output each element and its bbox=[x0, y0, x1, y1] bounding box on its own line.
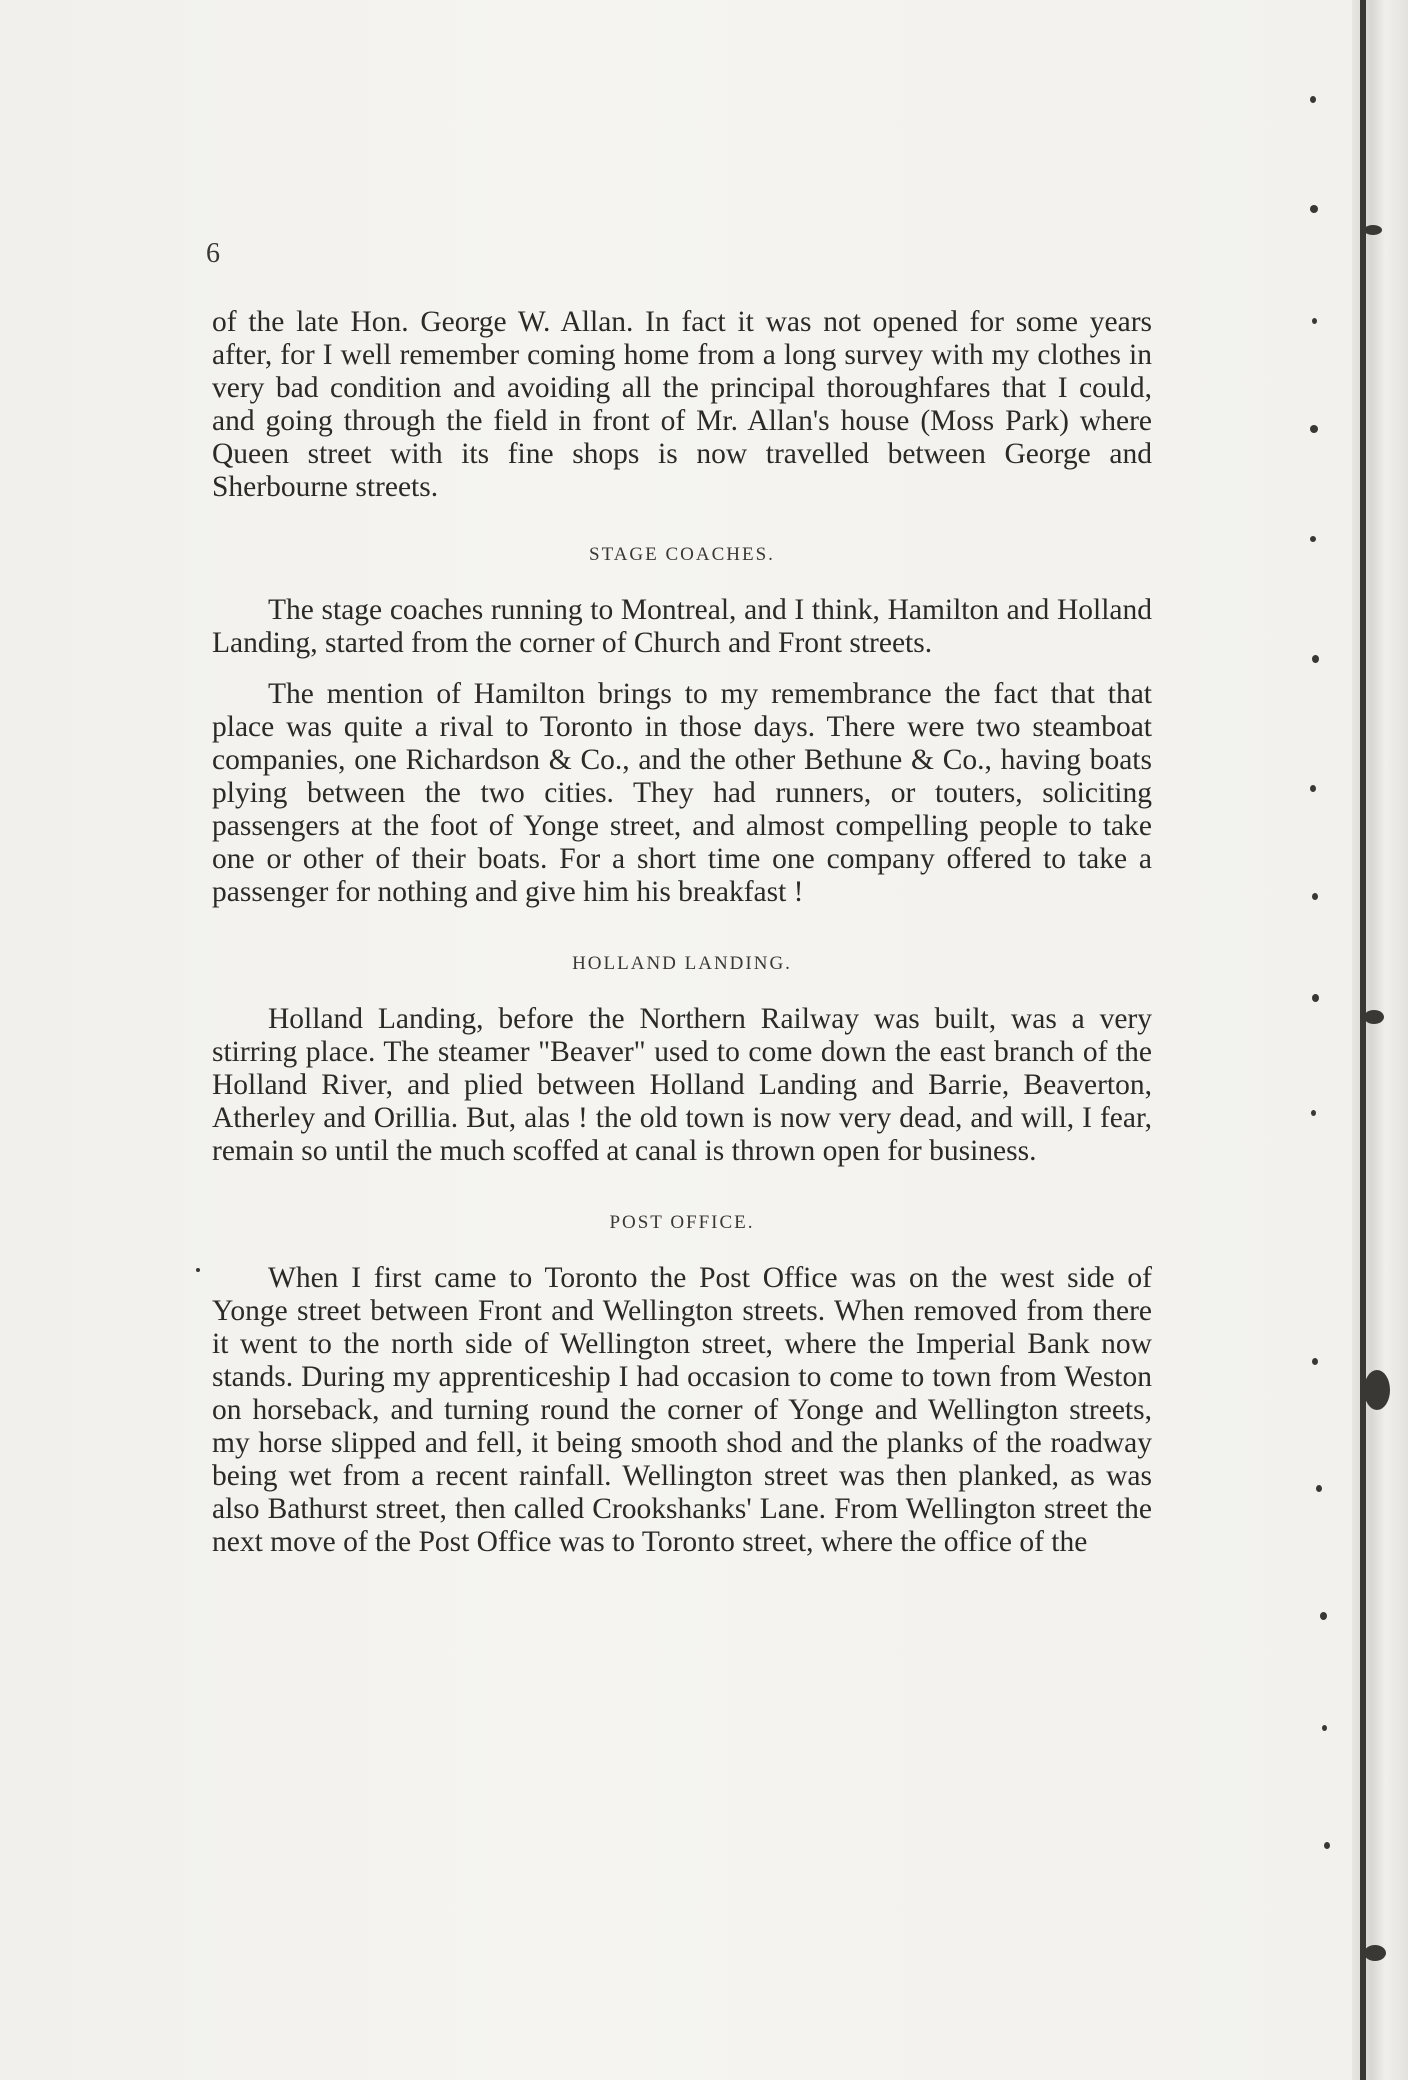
paragraph: When I first came to Toronto the Post Office was on the west side of Yonge street between Front and Wellington streets. When removed from there it went to the north side of Wellington street, where the Imperial Bank now stands. During my apprenticeship I had occasion to come to town from Weston on horseback, and turning round the corner of Yonge and Wellington streets, my horse slipped and fell, it being smooth shod and the planks of the roadway being wet from a recent rainfall. Wellington street was then planked, as was also Bathurst street, then called Crookshanks' Lane. From Wellington street the next move of the Post Office was to Toronto street, where the office of the bbox=[212, 1262, 1152, 1558]
ink-speck bbox=[1316, 1485, 1322, 1492]
ink-speck bbox=[1322, 1725, 1327, 1731]
ink-speck bbox=[1312, 994, 1319, 1002]
ink-speck bbox=[1364, 1010, 1384, 1024]
ink-speck bbox=[1310, 785, 1316, 792]
opening-paragraph: of the late Hon. George W. Allan. In fact it was not opened for some years after, for I well remember coming home from a long survey with my clothes in very bad condition and avoiding all the principal thoroughfares that I could, and going through the field in front of Mr. Allan's house (Moss Park) where Queen street with its fine shops is now travelled between George and Sherbourne streets. bbox=[212, 306, 1152, 503]
ink-speck bbox=[1320, 1612, 1327, 1620]
ink-speck bbox=[1310, 96, 1316, 103]
ink-speck bbox=[1310, 425, 1318, 433]
ink-speck bbox=[1324, 1842, 1330, 1849]
ink-speck bbox=[1311, 1110, 1316, 1116]
ink-speck bbox=[1312, 318, 1317, 324]
ink-speck bbox=[1310, 536, 1316, 542]
ink-speck bbox=[1364, 1945, 1386, 1961]
section-heading-holland-landing: HOLLAND LANDING. bbox=[572, 953, 792, 974]
ink-speck bbox=[1312, 893, 1318, 900]
section-heading-stage-coaches: STAGE COACHES. bbox=[589, 544, 775, 565]
page-text bbox=[212, 306, 1152, 1559]
ink-speck bbox=[1312, 655, 1319, 663]
ink-speck bbox=[1364, 225, 1382, 235]
ink-speck bbox=[1312, 1358, 1318, 1365]
ink-speck bbox=[196, 1268, 200, 1272]
paragraph: The stage coaches running to Montreal, and I think, Hamilton and Holland Landing, started from the corner of Church and Front streets. bbox=[212, 594, 1152, 659]
paragraph: Holland Landing, before the Northern Railway was built, was a very stirring place. The steamer "Beaver" used to come down the east branch of the Holland River, and plied between Holland Landing and Barrie, Beaverton, Atherley and Orillia. But, alas ! the old town is now very dead, and will, I fear, remain so until the much scoffed at canal is thrown open for business. bbox=[212, 1003, 1152, 1167]
ink-speck bbox=[1364, 1370, 1390, 1410]
paragraph: The mention of Hamilton brings to my remembrance the fact that that place was quite a rival to Toronto in those days. There were two steamboat companies, one Richardson & Co., and the other Bethune & Co., having boats plying between the two cities. They had runners, or touters, soliciting passengers at the foot of Yonge street, and almost compelling people to take one or other of their boats. For a short time one company offered to take a passenger for nothing and give him his breakfast ! bbox=[212, 678, 1152, 908]
ink-speck bbox=[1310, 205, 1318, 213]
spine-edge bbox=[1360, 0, 1366, 2080]
page-number: 6 bbox=[206, 238, 220, 269]
section-heading-post-office: POST OFFICE. bbox=[609, 1212, 755, 1233]
